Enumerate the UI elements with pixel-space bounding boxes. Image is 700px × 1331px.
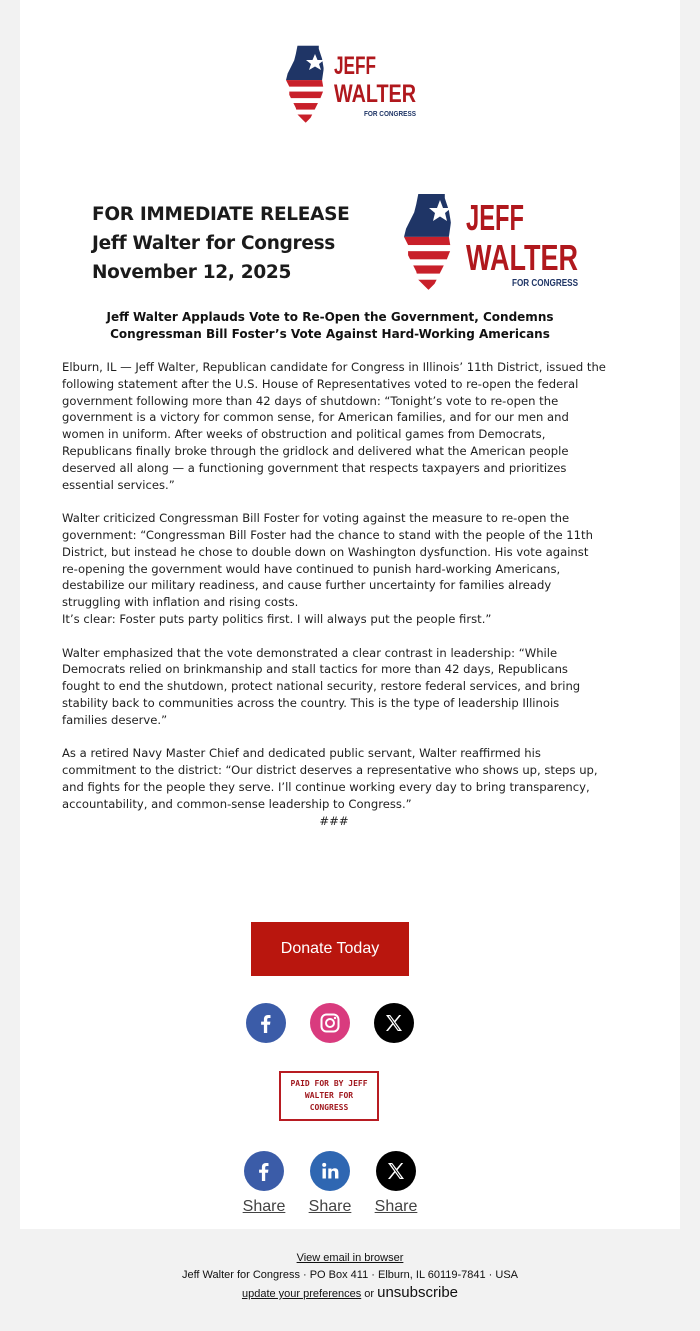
instagram-icon[interactable] bbox=[310, 1003, 350, 1043]
paid-for-disclaimer: PAID FOR BY JEFF WALTER FOR CONGRESS bbox=[279, 1071, 379, 1121]
press-headline: Jeff Walter Applauds Vote to Re-Open the Government, Condemns Congressman Bill Foster’s Vote Against Hard-Working Americans bbox=[106, 310, 554, 341]
end-mark: ### bbox=[319, 813, 349, 828]
logo-large-name-last: WALTER bbox=[466, 237, 578, 278]
campaign-logo bbox=[286, 44, 418, 122]
view-in-browser-link[interactable]: View email in browser bbox=[296, 1252, 404, 1264]
press-body bbox=[62, 359, 606, 846]
paragraph-2: Walter criticized Congressman Bill Foster for voting against the measure to re-open the government: “Congressman Bill Foster had the chance to stand with the people of the 11th District, but instead he chose to double down on Washington dysfunction. His vote against re-opening the government would have continued to punish hard-working Americans, destabilize our military readiness, and cause further uncertainty for families already struggling with inflation and rising costs. bbox=[62, 511, 593, 610]
footer-or: or bbox=[364, 1288, 375, 1300]
paragraph-4: As a retired Navy Master Chief and dedicated public servant, Walter reaffirmed his commitment to the district: “Our district deserves a representative who shows up, steps up, and fights for the people they serve. I’ll continue working every day to bring transparency, accountability, and common-sense leadership to Congress.” bbox=[62, 746, 598, 811]
donate-button[interactable]: Donate Today bbox=[251, 922, 409, 976]
share-facebook bbox=[242, 1151, 286, 1216]
share-linkedin bbox=[308, 1151, 352, 1216]
share-row bbox=[242, 1151, 418, 1216]
paragraph-3: Walter emphasized that the vote demonstrated a clear contrast in leadership: “While Democrats relied on brinkmanship and stall tactics for more than 42 days, Republicans fought to end the shutdown, protect national security, restore federal services, and bring stability back to communities across the country. This is the type of leadership Illinois families deserve.” bbox=[62, 645, 581, 727]
paragraph-2-end: It’s clear: Foster puts party politics first. I will always put the people first.” bbox=[62, 611, 492, 626]
social-follow-row bbox=[246, 1003, 414, 1043]
update-preferences-link[interactable]: update your preferences bbox=[241, 1288, 362, 1300]
paragraph-1: Elburn, IL — Jeff Walter, Republican candidate for Congress in Illinois’ 11th District, issued the following statement after the U.S. House of Representatives voted to re-open the federal government following more than 42 days of shutdown: “Tonight’s vote to re-open the government is a victory for common sense, for American families, and for our men and women in uniform. After weeks of obstruction and political games from Democrats, Republicans finally broke through the gridlock and delivered what the American people deserved all along — a functioning government that respects taxpayers and prioritizes essential services.” bbox=[62, 360, 606, 492]
facebook-icon[interactable] bbox=[244, 1151, 284, 1191]
x-icon[interactable] bbox=[376, 1151, 416, 1191]
share-x-link[interactable]: Share bbox=[374, 1198, 418, 1215]
release-line-3: November 12, 2025 bbox=[92, 262, 292, 283]
linkedin-icon[interactable] bbox=[310, 1151, 350, 1191]
share-linkedin-link[interactable]: Share bbox=[308, 1198, 352, 1215]
campaign-logo-large bbox=[400, 190, 586, 292]
email-footer bbox=[0, 1252, 700, 1305]
release-line-1: FOR IMMEDIATE RELEASE bbox=[92, 204, 350, 225]
logo-tagline: FOR CONGRESS bbox=[364, 109, 416, 118]
logo-large-tagline: FOR CONGRESS bbox=[512, 278, 579, 289]
share-x bbox=[374, 1151, 418, 1216]
logo-name-last: WALTER bbox=[334, 80, 416, 108]
facebook-icon[interactable] bbox=[246, 1003, 286, 1043]
release-header bbox=[92, 200, 362, 287]
release-line-2: Jeff Walter for Congress bbox=[92, 233, 336, 254]
unsubscribe-link[interactable]: unsubscribe bbox=[377, 1284, 459, 1301]
logo-name-first: JEFF bbox=[334, 52, 376, 80]
mailing-address: Jeff Walter for Congress · PO Box 411 · Elburn, IL 60119-7841 · USA bbox=[181, 1269, 519, 1281]
x-icon[interactable] bbox=[374, 1003, 414, 1043]
logo-large-name-first: JEFF bbox=[466, 197, 524, 238]
share-facebook-link[interactable]: Share bbox=[242, 1198, 286, 1215]
